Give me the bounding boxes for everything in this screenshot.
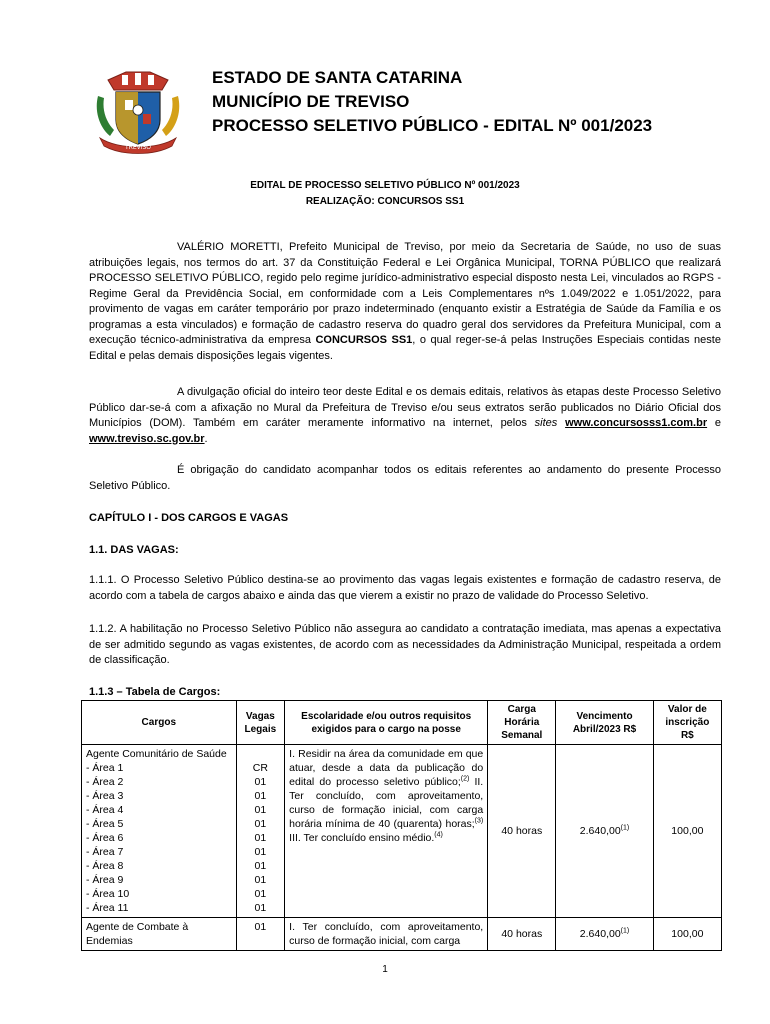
req-3-note: (4) [434, 831, 443, 839]
treviso-link[interactable]: www.treviso.sc.gov.br [89, 432, 205, 445]
cargos-table [81, 700, 722, 951]
vencimento-note: (1) [620, 824, 630, 832]
requisitos-cell: I. Ter concluído, com aproveitamento, curso de formação inicial, com carga [285, 918, 488, 951]
requisitos-cell [285, 745, 488, 918]
table-row [82, 745, 722, 918]
paragraph-obrigacao [89, 463, 721, 494]
table-row [82, 918, 722, 951]
vagas-list [241, 761, 281, 915]
vaga-item: 01 [254, 776, 267, 788]
table-header-row [82, 701, 722, 745]
vaga-item: 01 [254, 902, 267, 914]
vencimento-value: 2.640,00 [579, 928, 621, 940]
and-text: e [707, 417, 722, 429]
carga-cell: 40 horas [488, 918, 556, 951]
svg-text:TREVISO: TREVISO [124, 144, 152, 151]
vaga-item: 01 [254, 804, 267, 816]
cargo-name: Agente Comunitário de Saúde [86, 748, 227, 760]
period-text: . [204, 432, 208, 445]
page-number: 1 [382, 964, 388, 975]
req-3: III. Ter concluído ensino médio. [289, 832, 435, 844]
area-item: - Área 6 [86, 832, 124, 844]
paragraph-divulgacao [89, 385, 721, 447]
vencimento-note: (1) [620, 927, 630, 935]
vencimento-cell [556, 918, 653, 951]
edital-realizacao: REALIZAÇÃO: CONCURSOS SS1 [305, 196, 465, 207]
vaga-item: 01 [254, 832, 267, 844]
vaga-item: 01 [254, 790, 267, 802]
paragraph-intro-text-b: , o qual reger-se-á pelas Instruções Especiais contidas neste Edital e pelas demais disposições legais vigentes. [89, 334, 721, 362]
paragraph-111-text: 1.1.1. O Processo Seletivo Público destina-se ao provimento das vagas legais existentes e formação de cadastro reserva, de acordo com a tabela de cargos abaixo e ainda das que vierem a existir no prazo de validade do Processo Seletivo. [89, 574, 721, 602]
req-2: II. Ter concluído, com aproveitamento, curso de formação inicial, com carga horária mínima de 40 (quarenta) horas; [289, 776, 484, 830]
req-2-note: (3) [474, 817, 484, 825]
paragraph-112 [89, 622, 721, 669]
header-cargos: Cargos [82, 701, 237, 745]
paragraph-intro [89, 240, 721, 364]
req-1: I. Residir na área da comunidade em que atuar, desde a data da publicação do edital do processo seletivo público; [289, 748, 484, 788]
area-item: - Área 10 [86, 888, 130, 900]
area-item: - Área 1 [86, 762, 124, 774]
company-name: CONCURSOS SS1 [315, 334, 413, 346]
municipality-title: MUNICÍPIO DE TREVISO [212, 92, 410, 111]
document-header [212, 66, 652, 138]
header-vencimento: Vencimento Abril/2023 R$ [556, 701, 653, 745]
vencimento-value: 2.640,00 [579, 825, 621, 837]
paragraph-intro-text-a: VALÉRIO MORETTI, Prefeito Municipal de Treviso, por meio da Secretaria de Saúde, no uso de suas atribuições legais, nos termos do art. 37 da Constituição Federal e Lei Orgânica Municipal, TORNA PÚBLICO que realizará PROCESSO SELETIVO PÚBLICO, regido pelo regime jurídico-administrativo especial disposto nesta Lei, vinculados ao RGPS - Regime Geral da Previdência Social, em conformidade com a Leis Complementares nºs 1.049/2022 e 1.051/2022, para provimento de vagas em caráter temporário por prazo indeterminado (enquanto existir a Estratégia de Saúde da Família e os programas a esta vinculados) e formação de cadastro reserva do quadro geral dos servidores da Prefeitura Municipal, com a execução técnico-administrativa da empresa [89, 241, 721, 346]
sites-word: sites [534, 417, 558, 429]
vaga-item: 01 [254, 860, 267, 872]
area-item: - Área 2 [86, 776, 124, 788]
header-vagas: Vagas Legais [236, 701, 285, 745]
carga-cell: 40 horas [488, 745, 556, 918]
section-heading: 1.1. DAS VAGAS: [89, 544, 179, 556]
edital-heading [0, 178, 770, 210]
area-item: - Área 9 [86, 874, 124, 886]
area-item: - Área 7 [86, 846, 124, 858]
header-carga: Carga Horária Semanal [488, 701, 556, 745]
table-title: 1.1.3 – Tabela de Cargos: [89, 686, 221, 698]
paragraph-111 [89, 573, 721, 604]
paragraph-divulgacao-text: A divulgação oficial do inteiro teor deste Edital e os demais editais, relativos às etapas deste Processo Seletivo Público dar-se-á com a afixação no Mural da Prefeitura de Treviso e/ou seus extratos serão publicados no Diário Oficial dos Municípios (DOM). Também em caráter meramente informativo na internet, pelos [89, 386, 721, 429]
header-escolaridade: Escolaridade e/ou outros requisitos exigidos para o cargo na posse [285, 701, 488, 745]
header-valor: Valor de inscrição R$ [653, 701, 721, 745]
area-item: - Área 4 [86, 804, 124, 816]
state-title: ESTADO DE SANTA CATARINA [212, 68, 463, 87]
cargo-cell [82, 745, 237, 918]
vaga-item: 01 [254, 846, 267, 858]
cargo-cell: Agente de Combate à Endemias [82, 918, 237, 951]
area-item: - Área 3 [86, 790, 124, 802]
vaga-item: 01 [254, 818, 267, 830]
chapter-heading: CAPÍTULO I - DOS CARGOS E VAGAS [89, 512, 289, 524]
paragraph-112-text: 1.1.2. A habilitação no Processo Seletivo Público não assegura ao candidato a contratação imediata, mas apenas a expectativa de ser admitido segundo as vagas existentes, de acordo com as necessidades da Administração Municipal, respeitada a ordem de classificação. [89, 623, 721, 666]
concursos-link[interactable]: www.concursosss1.com.br [565, 417, 708, 429]
process-title: PROCESSO SELETIVO PÚBLICO - EDITAL Nº 001/2023 [212, 116, 653, 135]
vaga-item: 01 [254, 888, 267, 900]
req-1-note: (2) [460, 775, 470, 783]
municipality-crest-icon [92, 70, 184, 156]
valor-cell: 100,00 [653, 745, 721, 918]
area-item: - Área 11 [86, 902, 129, 914]
vencimento-cell [556, 745, 653, 918]
edital-title: EDITAL DE PROCESSO SELETIVO PÚBLICO Nº 001/2023 [250, 180, 520, 191]
areas-list [86, 761, 232, 915]
area-item: - Área 5 [86, 818, 124, 830]
vaga-item: 01 [254, 874, 267, 886]
vagas-cell [236, 745, 285, 918]
vaga-item: CR [252, 762, 268, 774]
vagas-cell: 01 [236, 918, 285, 951]
paragraph-obrigacao-text: É obrigação do candidato acompanhar todos os editais referentes ao andamento do presente Processo Seletivo Público. [89, 464, 721, 492]
valor-cell: 100,00 [653, 918, 721, 951]
area-item: - Área 8 [86, 860, 124, 872]
